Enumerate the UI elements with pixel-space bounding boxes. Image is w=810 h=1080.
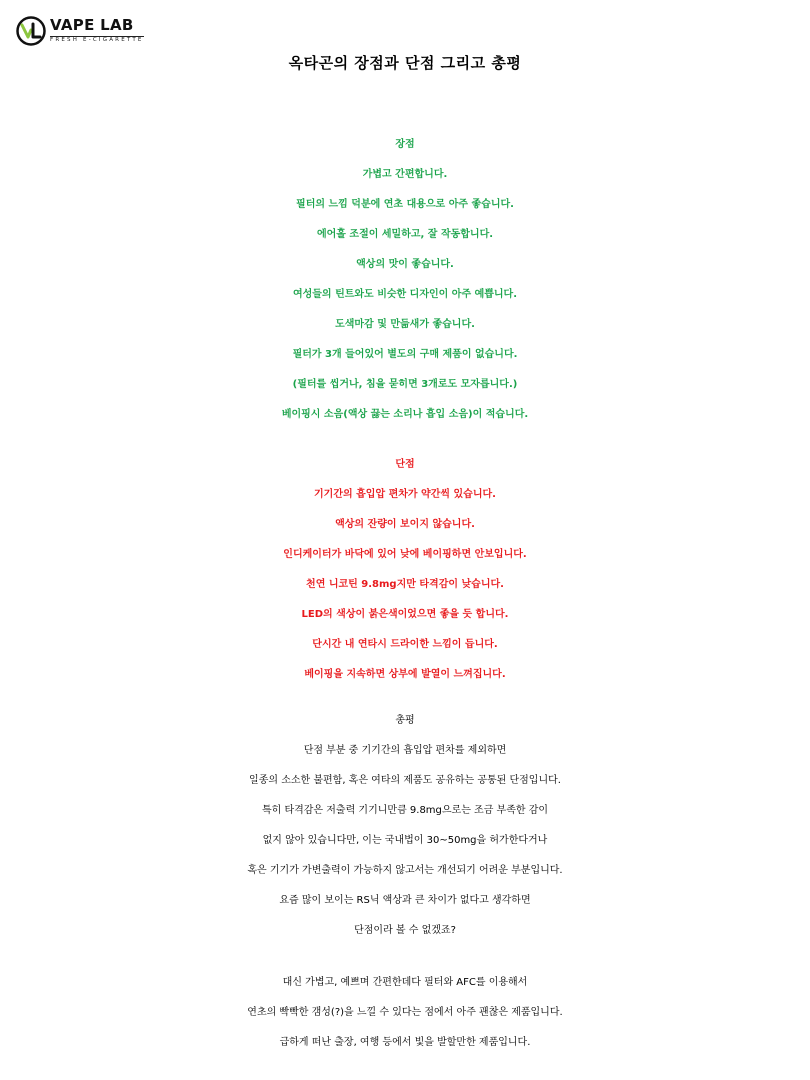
closing-line: 연초의 빡빡한 갬성(?)을 느낄 수 있다는 점에서 아주 괜찮은 제품입니다. [247, 1007, 563, 1018]
pros-item: 필터가 3개 들어있어 별도의 구매 제품이 없습니다. [292, 349, 518, 360]
summary-line: 일종의 소소한 불편함, 혹은 여타의 제품도 공유하는 공통된 단점입니다. [249, 775, 561, 786]
pros-heading: 장점 [395, 139, 415, 150]
pros-item: 가볍고 간편합니다. [362, 169, 448, 180]
cons-item: 기기간의 흡입압 편차가 약간씩 있습니다. [314, 489, 496, 500]
summary-section [0, 706, 810, 946]
pros-item: 액상의 맛이 좋습니다. [356, 259, 454, 270]
closing-line: 급하게 떠난 출장, 여행 등에서 빛을 발할만한 제품입니다. [279, 1037, 531, 1048]
brand-tagline: FRESH E-CIGARETTE [50, 37, 144, 44]
summary-line: 단점 부분 중 기기간의 흡입압 편차를 제외하면 [303, 745, 507, 756]
brand-name: VAPE LAB [50, 16, 134, 35]
cons-item: 단시간 내 연타시 드라이한 느낌이 듭니다. [312, 639, 498, 650]
summary-heading: 총평 [395, 715, 415, 726]
cons-heading: 단점 [395, 459, 415, 470]
summary-line: 혹은 기기가 가변출력이 가능하지 않고서는 개선되기 어려운 부분입니다. [247, 865, 563, 876]
pros-item: 베이핑시 소음(액상 끓는 소리나 흡입 소음)이 적습니다. [281, 409, 529, 420]
vape-lab-logo-icon [16, 16, 46, 46]
pros-item: 에어홀 조절이 세밀하고, 잘 작동합니다. [316, 229, 494, 240]
summary-line: 없지 않아 있습니다만, 이는 국내법이 30~50mg을 허가한다거나 [262, 835, 548, 846]
pros-item: 도색마감 및 만듦새가 좋습니다. [335, 319, 475, 330]
cons-item: 베이핑을 지속하면 상부에 발열이 느껴집니다. [304, 669, 506, 680]
pros-section [0, 130, 810, 430]
cons-item: 액상의 잔량이 보이지 않습니다. [335, 519, 475, 530]
summary-line: 특히 타격감은 저출력 기기니만큼 9.8mg으로는 조금 부족한 감이 [261, 805, 549, 816]
summary-line: 단점이라 볼 수 없겠죠? [354, 925, 456, 936]
page-title: 옥타곤의 장점과 단점 그리고 총평 [288, 54, 522, 72]
pros-item: (필터를 씹거나, 침을 묻히면 3개로도 모자릅니다.) [292, 379, 518, 390]
pros-item: 여성들의 틴트와도 비슷한 디자인이 아주 예쁩니다. [292, 289, 518, 300]
pros-item: 필터의 느낌 덕분에 연초 대용으로 아주 좋습니다. [296, 199, 514, 210]
cons-item: 인디케이터가 바닥에 있어 낮에 베이핑하면 안보입니다. [283, 549, 527, 560]
closing-section [0, 968, 810, 1058]
summary-line: 요즘 많이 보이는 RS닉 액상과 큰 차이가 없다고 생각하면 [279, 895, 531, 906]
cons-section [0, 450, 810, 690]
brand-logo [16, 14, 144, 48]
cons-item: LED의 색상이 붉은색이었으면 좋을 듯 합니다. [301, 609, 509, 620]
closing-line: 대신 가볍고, 예쁘며 간편한데다 필터와 AFC를 이용해서 [282, 977, 528, 988]
brand-text [50, 18, 144, 44]
cons-item: 천연 니코틴 9.8mg지만 타격감이 낮습니다. [306, 579, 504, 590]
